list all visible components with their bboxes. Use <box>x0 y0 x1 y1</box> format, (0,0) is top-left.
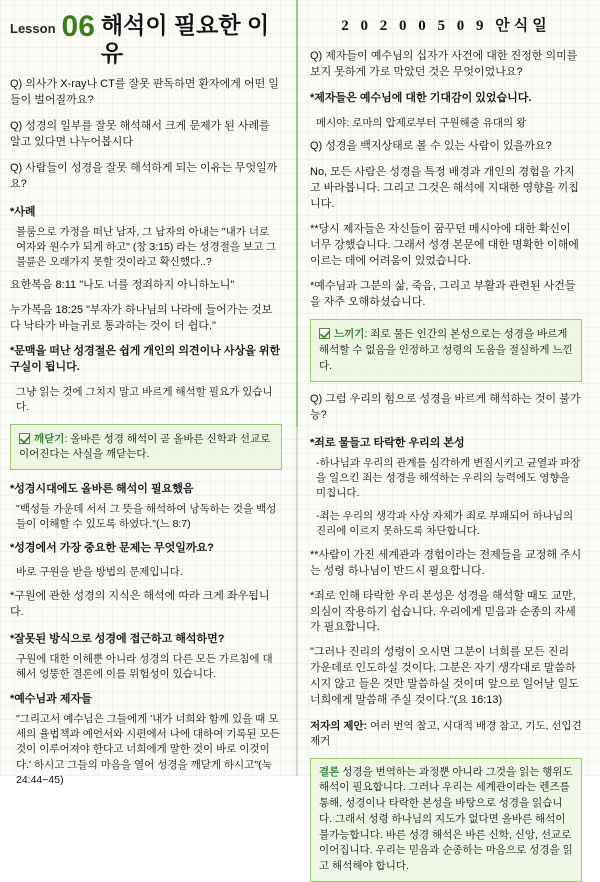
right-question-3: Q) 그럼 우리의 힘으로 성경을 바르게 해석하는 것이 불가능? <box>310 392 581 421</box>
conclusion-text: 성경을 번역하는 과정뿐 아니라 그것을 읽는 행위도 해석이 필요합니다. 그러나 우리는 세계관이라는 렌즈를 통해, 성경이나 타락한 본성을 바탕으로 성경을 읽습니다. 그래서 성령 하나님의 지도가 없다면 올바른 해석이 불가능합니다. 바른 성경 해석은 바른 신학, 신앙, 선교로 이어집니다. 우리는 믿음과 순종하는 마음으로 성경을 읽고 해석해야 합니다. <box>319 765 573 873</box>
case-heading: *사례 <box>10 205 36 218</box>
left-question-1: Q) 의사가 X-ray나 CT를 잘못 판독하면 환자에게 어떤 일들이 벌어질까요? <box>10 78 279 107</box>
verse-luke: 누가복음 18:25 "부자가 하나님의 나라에 들어가는 것보다 낙타가 바늘귀로 통과하는 것이 더 쉽다." <box>10 304 273 333</box>
right-question-2: Q) 성경을 백지상태로 볼 수 있는 사람이 있을까요? <box>310 140 552 153</box>
section1-heading: *성경시대에도 올바른 해석이 필요했음 <box>10 483 194 496</box>
column-divider <box>296 0 298 776</box>
pride-doubt-note: *죄로 인해 타락한 우리 본성은 성경을 해석할 때도 교만, 의심이 작용하기 쉽습니다. 우리에게 믿음과 순종의 자세가 필요합니다. <box>310 589 576 634</box>
section3-text: *구원에 관한 성경의 지식은 해석에 따라 크게 좌우됩니다. <box>10 589 270 618</box>
conclusion-box <box>310 758 582 882</box>
page-title: 해석이 필요한 이유 <box>100 12 270 66</box>
section2-question: *성경에서 가장 중요한 문제는 무엇일까요? <box>10 541 214 554</box>
callout-feel-tag: 느끼기 <box>334 328 365 341</box>
section5-heading: *예수님과 제자들 <box>10 693 92 705</box>
fallen-nature-line2: -죄는 우리의 생각과 사상 자체가 죄로 부패되어 하나님의 진리에 이르지 못하도록 차단합니다. <box>316 510 574 538</box>
context-heading: *문맥을 떠난 성경절은 쉽게 개인의 의견이나 사상을 위한 구실이 됩니다. <box>10 345 281 374</box>
messiah-conviction-note: **당시 제자들은 자신들이 꿈꾸던 메시아에 대한 확신이 너무 강했습니다. 그래서 성경 본문에 대한 명확한 이해에 이르는 데에 어려움이 있었습니다. <box>310 222 579 267</box>
case-body: 볼룸으로 가정을 떠난 남자, 그 남자의 아내는 "내가 너로 여자와 원수가 되게 하고" (창 3:15) 라는 성경절을 보고 그 불륜은 오래가지 못할 것이라고 확신했다..? <box>16 225 277 269</box>
checkbox-icon <box>319 328 330 339</box>
section1-body: "백성들 가운데 서서 그 뜻을 해석하여 낭독하는 것을 백성들이 이해할 수 있도록 하였다."(느 8:7) <box>16 503 277 531</box>
author-suggestion-text: 여러 번역 참고, 시대적 배경 참고, 기도, 선입견제거 <box>310 720 582 748</box>
right-question-1: Q) 제자들이 예수님의 십자가 사건에 대한 진정한 의미를 보지 못하게 가로 막았던 것은 무엇이었나요? <box>310 50 578 78</box>
fallen-nature-line1: -하나님과 우리의 관계를 심각하게 변질시키고 균열과 파장을 일으킨 죄는 성경을 해석하는 우리의 능력에도 영향을 미칩니다. <box>316 456 581 500</box>
lesson-header <box>10 8 282 67</box>
section2-answer: 바로 구원을 받을 방법의 문제입니다. <box>16 566 183 579</box>
conclusion-tag: 결론 <box>319 765 340 778</box>
callout-understand-tag: 깨닫기 <box>34 432 65 445</box>
callout-feel-text: : 죄로 물든 인간의 본성으로는 성경을 바르게 해석할 수 없음을 인정하고 성령의 도움을 절실하게 느낀다. <box>319 328 573 372</box>
holy-spirit-need: **사람이 가진 세계관과 경험이라는 전제들을 교정해 주시는 성령 하나님이 반드시 필요합니다. <box>310 548 582 577</box>
fallen-nature-heading: *죄로 물들고 타락한 우리의 본성 <box>310 436 465 449</box>
callout-understand <box>10 424 282 471</box>
verse-john: 요한복음 8:11 "나도 너를 정죄하지 아니하노니" <box>10 279 235 292</box>
left-question-3: Q) 사람들이 성경을 잘못 해석하게 되는 이유는 무엇일까요? <box>10 161 278 190</box>
disciples-expectation-heading: *제자들은 예수님에 대한 기대감이 있었습니다. <box>310 91 532 104</box>
author-suggestion-label: 저자의 제안: <box>310 720 368 733</box>
right-column <box>300 0 592 873</box>
section4-heading: *잘못된 방식으로 성경에 접근하고 해석하면? <box>10 632 225 645</box>
callout-feel <box>310 319 582 381</box>
misunderstanding-note: *예수님과 그분의 삶, 죽음, 그리고 부활과 관련된 사건들을 자주 오해하셨습니다. <box>310 279 576 308</box>
disciples-expectation-body: 메시야: 로마의 압제로부터 구원해줄 유대의 왕 <box>316 116 527 129</box>
left-question-2: Q) 성경의 일부를 잘못 해석해서 크게 문제가 된 사례를 알고 있다면 나누어봅시다 <box>10 120 270 148</box>
context-body: 그냥 읽는 것에 그치지 말고 바르게 해석할 필요가 있습니다. <box>16 386 273 414</box>
verse-john-16: "그러나 진리의 성령이 오시면 그분이 너희를 모든 진리 가운데로 인도하실 것이다. 그분은 자기 생각대로 말씀하시지 않고 들은 것만 말씀하실 것이며 앞으로 일어날 일도 너희에게 말씀해 주실 것이다."(요 16:13) <box>310 646 579 707</box>
blank-slate-answer: No, 모든 사람은 성경을 특정 배경과 개인의 경험을 가지고 바라봅니다. 그리고 그것은 해석에 지대한 영향을 끼칩니다. <box>310 165 579 210</box>
section5-body: "그리고서 예수님은 그들에게 '내가 너희와 함께 있을 때 모세의 율법책과 예언서와 시편에서 나에 대하여 기록된 모든 것이 이루어져야 한다고 너희에게 말한 것이 바로 이것이다.' 하시고 그들의 마음을 열어 성경을 깨닫게 하시고"(눅 24:44~45) <box>16 713 280 786</box>
lesson-number: 06 <box>61 10 95 43</box>
left-column <box>0 0 292 786</box>
checkbox-icon <box>19 433 30 444</box>
lesson-word: Lesson <box>10 21 56 36</box>
callout-understand-text: : 올바른 성경 해석이 곧 올바른 신학과 선교로 이어진다는 사실을 깨닫는다. <box>19 432 271 461</box>
date-field: 2 0 2 0 0 5 0 9 안식일 <box>341 18 551 34</box>
author-suggestion <box>310 719 582 749</box>
section4-body: 구원에 대한 이해뿐 아니라 성경의 다른 모든 가르침에 대해서 엉뚱한 결론에 이를 위험성이 있습니다. <box>16 652 273 680</box>
